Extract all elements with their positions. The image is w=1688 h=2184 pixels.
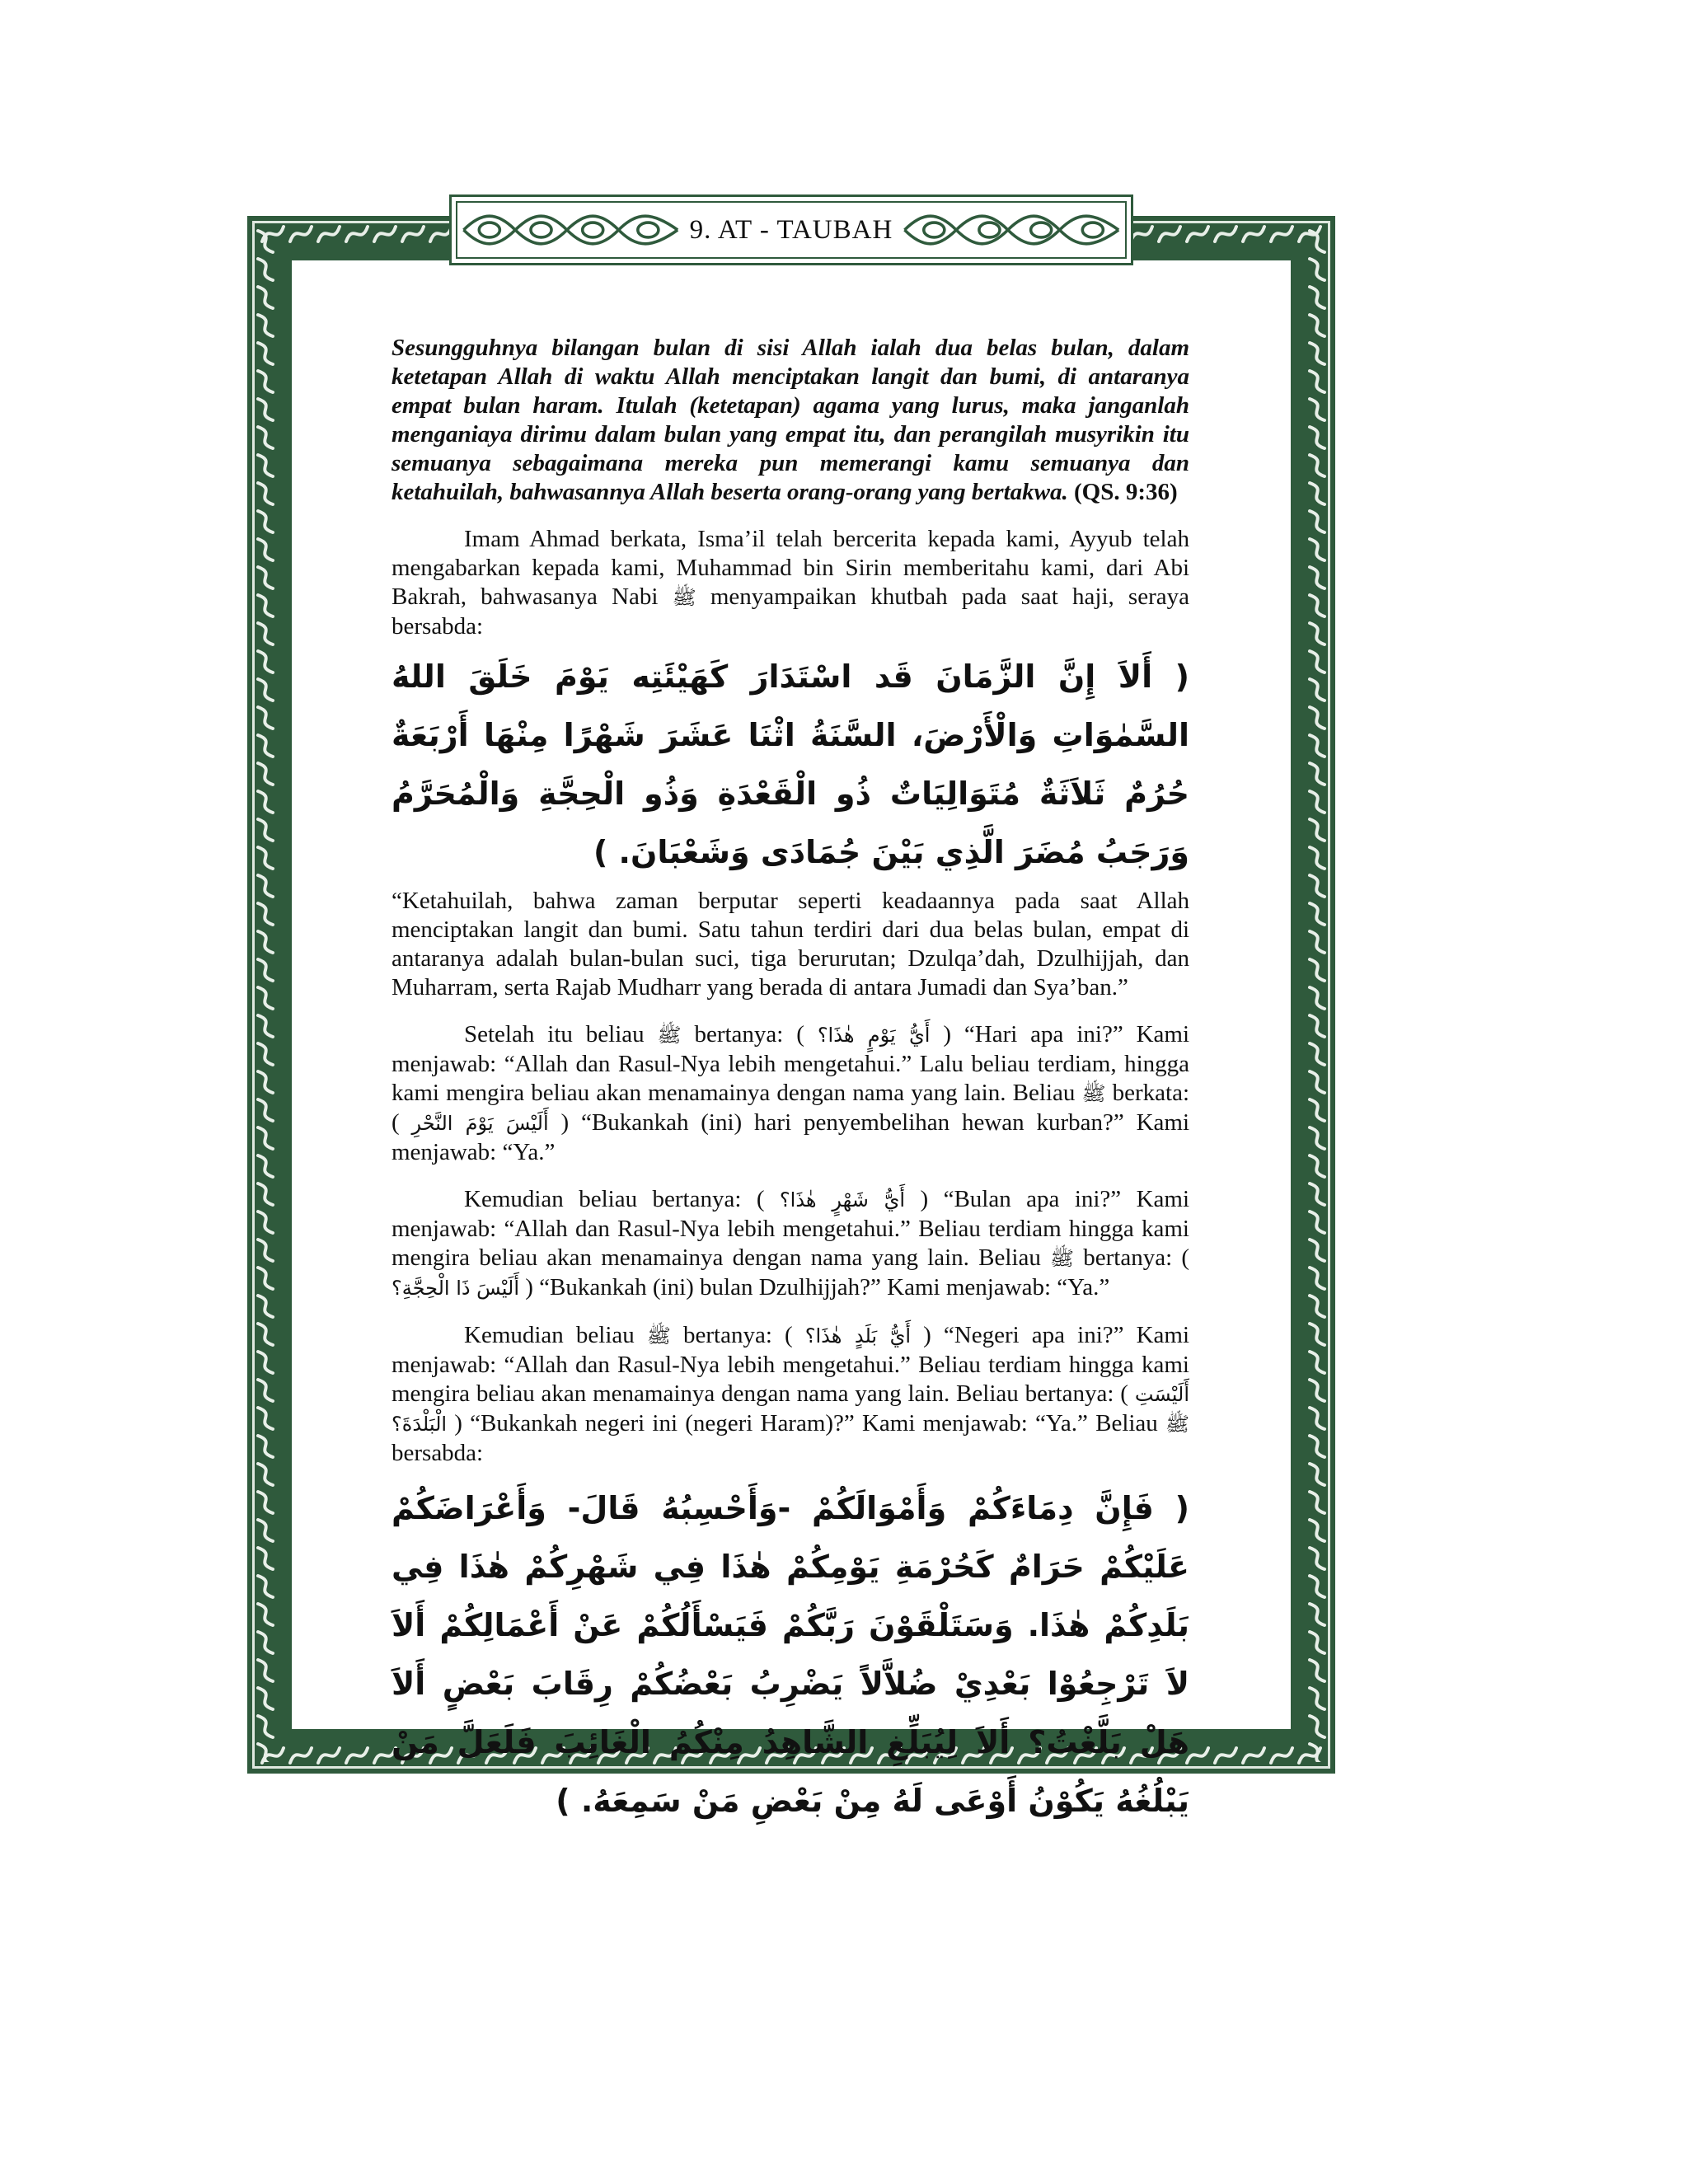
intro-paragraph [392,525,1189,641]
intro-text: Imam Ahmad berkata, Isma’il telah bercerita kepada kami, Ayyub telah mengabarkan kepada kami, Muhammad bin Sirin memberitahu kami, dari Abi Bakrah, bahwasanya Nabi [392,526,1189,610]
text-run: ) “Bukankah negeri ini (negeri Haram)?” Kami menjawab: “Ya.” Beliau [454,1410,1158,1436]
text-run: bersabda: [392,1440,484,1466]
salawat-ligature-icon: ﷺ [672,586,696,609]
text-run: ) “Bulan apa ini?” Kami menjawab: “Allah dan Rasul-Nya lebih mengetahui.” Beliau terdiam hingga kami mengira beliau akan menamainya dengan nama yang lain. Beliau [392,1186,1190,1271]
text-run: bertanya: ( [682,1322,793,1348]
verse-reference: (QS. 9:36) [1074,479,1178,505]
text-run: bertanya: ( [1083,1244,1190,1271]
arabic-phrase: أَلَيْسَ ذَا الْحِجَّةِ؟ [392,1277,520,1300]
text-run: Kemudian beliau [464,1322,635,1348]
paragraph-day-question [392,1020,1189,1167]
text-run: ) “Negeri apa ini?” Kami menjawab: “Allah dan Rasul-Nya lebih mengetahui.” Beliau terdiam hingga kami mengira beliau akan menamainya dengan nama yang lain. Beliau bertanya: ( [392,1322,1190,1407]
text-run: ) “Bukankah (ini) bulan Dzulhijjah?” Kami menjawab: “Ya.” [525,1274,1110,1301]
text-run: Setelah itu beliau [464,1021,645,1047]
salawat-ligature-icon: ﷺ [1165,1413,1189,1436]
text-run: Kemudian beliau bertanya: ( [464,1186,765,1212]
salawat-ligature-icon: ﷺ [657,1024,682,1047]
text-run: bertanya: ( [694,1021,804,1047]
arabic-phrase: أَلَيْسَ يَوْمَ النَّحْرِ [411,1112,549,1135]
rope-border-right [1304,227,1330,1762]
hadith-arabic-1: ( أَلاَ إِنَّ الزَّمَانَ قَد اسْتَدَارَ كَهَيْئَتِه يَوْمَ خَلَقَ اللهُ السَّمٰوَاتِ وَالْأَرْضَ، السَّنَةُ اثْنَا عَشَرَ شَهْرًا مِنْهَا أَرْبَعَةٌ حُرُمٌ ثَلاَثَةٌ مُتَوَالِيَاتٌ ذُو الْقَعْدَةِ وَذُو الْحِجَّةِ وَالْمُحَرَّمُ وَرَجَبُ مُضَرَ الَّذِي بَيْنَ جُمَادَى وَشَعْبَانَ. ) [392,658,1189,870]
intro-text-continued: menyampaikan khutbah pada saat haji, seraya bersabda: [392,583,1189,640]
arabic-phrase: أَيُّ شَهْرٍ هٰذَا؟ [779,1188,906,1212]
arabic-phrase: أَيُّ بَلَدٍ هٰذَا؟ [804,1324,912,1347]
knotwork-ornament-icon [901,205,1123,255]
salawat-ligature-icon: ﷺ [1081,1082,1106,1105]
chapter-header [449,194,1133,265]
hadith-arabic-2: ( فَإِنَّ دِمَاءَكُمْ وَأَمْوَالَكُمْ -وَأَحْسِبُهُ قَالَ- وَأَعْرَاضَكُمْ عَلَيْكُمْ حَرَامٌ كَحُرْمَةِ يَوْمِكُمْ هٰذَا فِي شَهْرِكُمْ هٰذَا فِي بَلَدِكُمْ هٰذَا. وَسَتَلْقَوْنَ رَبَّكُمْ فَيَسْأَلُكُمْ عَنْ أَعْمَالِكُمْ أَلاَ لاَ تَرْجِعُوْا بَعْدِيْ ضُلاَّلاً يَضْرِبُ بَعْضُكُمْ رِقَابَ بَعْضٍ أَلاَ هَلْ بَلَّغْتُ؟ أَلاَ لِيُبَلِّغِ الشَّاهِدُ مِنْكُمُ الْغَائِبَ فَلَعَلَّ مَنْ يَبْلُغُهُ يَكُوْنُ أَوْعَى لَهُ مِنْ بَعْضِ مَنْ سَمِعَهُ. ) [392,1490,1189,1819]
verse-text: Sesungguhnya bilangan bulan di sisi Allah ialah dua belas bulan, dalam ketetapan Allah di waktu Allah menciptakan langit dan bumi, di antaranya empat bulan haram. Itulah (ketetapan) agama yang lurus, maka janganlah menganiaya dirimu dalam bulan yang empat itu, dan perangilah musyrikin itu semuanya sebagaimana mereka pun memerangi kamu semuanya dan ketahuilah, bahwasannya Allah beserta orang-orang yang bertakwa. [392,335,1189,505]
arabic-phrase: أَلَيْسَتِ الْبَلْدَةَ؟ [392,1383,1190,1436]
hadith-translation-1: “Ketahuilah, bahwa zaman berputar seperti keadaannya pada saat Allah menciptakan langit dan bumi. Satu tahun terdiri dari dua belas bulan, empat di antaranya adalah bulan-bulan suci, tiga berurutan; Dzulqa’dah, Dzulhijjah, dan Muharram, serta Rajab Mudharr yang berada di antara Jumadi dan Sya’ban.” [392,888,1189,1001]
arabic-phrase: أَيُّ يَوْمٍ هٰذَا؟ [817,1024,931,1047]
chapter-title: 9. AT - TAUBAH [689,214,893,245]
text-run: ) “Bukankah (ini) hari penyembelihan hewan kurban?” Kami menjawab: “Ya.” [392,1109,1190,1165]
paragraph-land-question [392,1321,1189,1468]
salawat-ligature-icon: ﷺ [1050,1247,1075,1270]
quran-verse-translation [392,334,1189,507]
text-run: berkata: ( [392,1080,1189,1136]
rope-border-left [252,227,279,1762]
text-run: ) “Hari apa ini?” Kami menjawab: “Allah dan Rasul-Nya lebih mengetahui.” Lalu beliau terdiam, hingga kami mengira beliau akan menamainya dengan nama yang lain. Beliau [392,1021,1190,1106]
salawat-ligature-icon: ﷺ [646,1324,671,1347]
paragraph-month-question [392,1185,1189,1303]
page-content [392,334,1189,1830]
knotwork-ornament-icon [460,205,682,255]
